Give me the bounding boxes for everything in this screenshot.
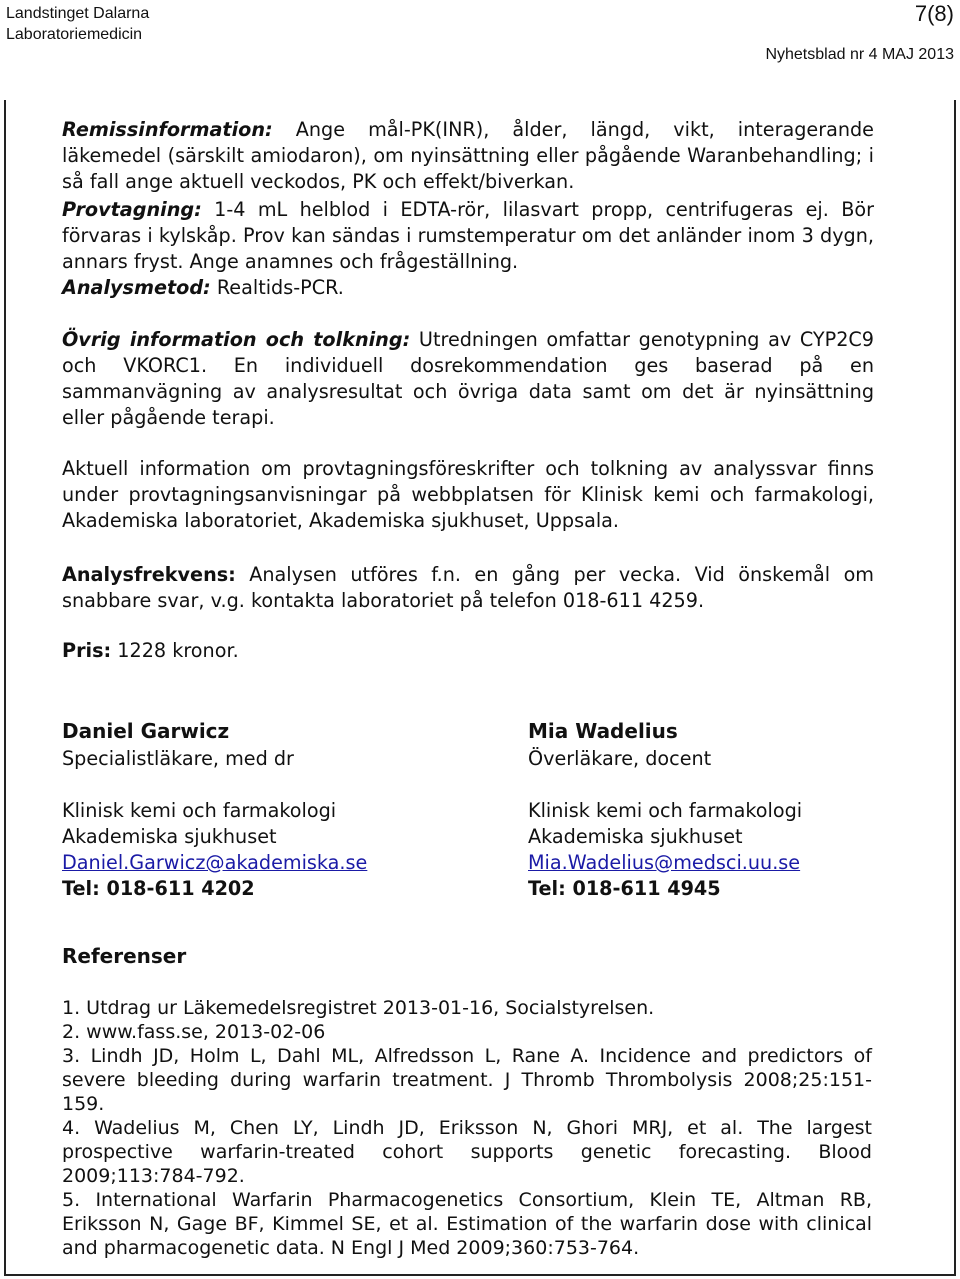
contact-card: [62, 716, 367, 902]
metod-label: Analysmetod:: [62, 276, 211, 299]
contact-department: Klinisk kemi och farmakologi: [62, 799, 337, 822]
organization-name: Landstinget Dalarna: [6, 5, 150, 22]
department-name: Laboratoriemedicin: [6, 26, 143, 43]
prov-text: 1-4 mL helblod i EDTA-rör, lilasvart propp, centrifugeras ej. Bör förvaras i kylskåp. Prov kan sändas i rumstemperatur om det anländer inom 3 dygn, annars fryst. Ange anamnes och frågeställning.: [62, 198, 874, 273]
ovrig-label: Övrig information och tolkning:: [62, 328, 411, 351]
section-pris: [62, 638, 874, 664]
contact-title: Överläkare, docent: [528, 747, 712, 770]
aktuell-text: Aktuell information om provtagningsföreskrifter och tolkning av analyssvar finns under provtagningsanvisningar på webbplatsen för Klinisk kemi och farmakologi, Akademiska laboratoriet, Akademiska sjukhuset, Uppsala.: [62, 457, 874, 532]
contact-name: Mia Wadelius: [528, 719, 678, 743]
section-aktuell-information: [62, 456, 874, 534]
contact-name: Daniel Garwicz: [62, 719, 230, 743]
contact-hospital: Akademiska sjukhuset: [62, 825, 277, 848]
remiss-label: Remissinformation:: [62, 118, 273, 141]
reference-item: 5. International Warfarin Pharmacogenetics Consortium, Klein TE, Altman RB, Eriksson N, Gage BF, Kimmel SE, et al. Estimation of the warfarin dose with clinical and pharmacogenetic data. N Engl J Med 2009;360:753-764.: [62, 1189, 872, 1259]
newsletter-issue: Nyhetsblad nr 4 MAJ 2013: [765, 46, 954, 63]
section-analysfrekvens: [62, 562, 874, 614]
reference-item: 4. Wadelius M, Chen LY, Lindh JD, Eriksson N, Ghori MRJ, et al. The largest prospective warfarin-treated cohort supports genetic forecasting. Blood 2009;113:784-792.: [62, 1117, 872, 1187]
section-remiss: [62, 117, 874, 195]
contact-title: Specialistläkare, med dr: [62, 747, 294, 770]
contact-department: Klinisk kemi och farmakologi: [528, 799, 803, 822]
section-analysmetod: [62, 275, 874, 301]
frekvens-text: Analysen utföres f.n. en gång per vecka. Vid önskemål om snabbare svar, v.g. kontakta laboratoriet på telefon 018-611 4259.: [62, 563, 874, 612]
pris-text: 1228 kronor.: [111, 639, 239, 662]
contact-phone: Tel: 018-611 4202: [62, 877, 255, 900]
remiss-text: Ange mål-PK(INR), ålder, längd, vikt, interagerande läkemedel (särskilt amiodaron), om nyinsättning eller pågående Waranbehandling; i så fall ange aktuell veckodos, PK och effekt/biverkan.: [62, 118, 874, 193]
ovrig-text: Utredningen omfattar genotypning av CYP2C9 och VKORC1. En individuell dosrekommendation ges baserad på en sammanvägning av analysresultat och övriga data samt om det är nyinsättning eller pågående terapi.: [62, 328, 875, 429]
section-ovrig-information: [62, 327, 874, 431]
section-provtagning: [62, 197, 874, 275]
page-number: 7(8): [914, 1, 954, 26]
reference-item: 2. www.fass.se, 2013-02-06: [62, 1021, 326, 1043]
reference-item: 3. Lindh JD, Holm L, Dahl ML, Alfredsson L, Rane A. Incidence and predictors of severe bleeding during warfarin treatment. J Thromb Thrombolysis 2008;25:151-159.: [62, 1045, 872, 1115]
contact-hospital: Akademiska sjukhuset: [528, 825, 743, 848]
contact-email-link[interactable]: Mia.Wadelius@medsci.uu.se: [528, 851, 801, 874]
contact-email-link[interactable]: Daniel.Garwicz@akademiska.se: [62, 851, 368, 874]
reference-item: 1. Utdrag ur Läkemedelsregistret 2013-01-16, Socialstyrelsen.: [62, 997, 655, 1019]
references-list: [62, 996, 872, 1260]
pris-label: Pris:: [62, 639, 112, 662]
references-heading: Referenser: [62, 944, 187, 968]
frekvens-label: Analysfrekvens:: [62, 563, 236, 586]
contact-phone: Tel: 018-611 4945: [528, 877, 721, 900]
prov-label: Provtagning:: [62, 198, 202, 221]
metod-text: Realtids-PCR.: [210, 276, 344, 299]
contact-card: [528, 716, 802, 902]
